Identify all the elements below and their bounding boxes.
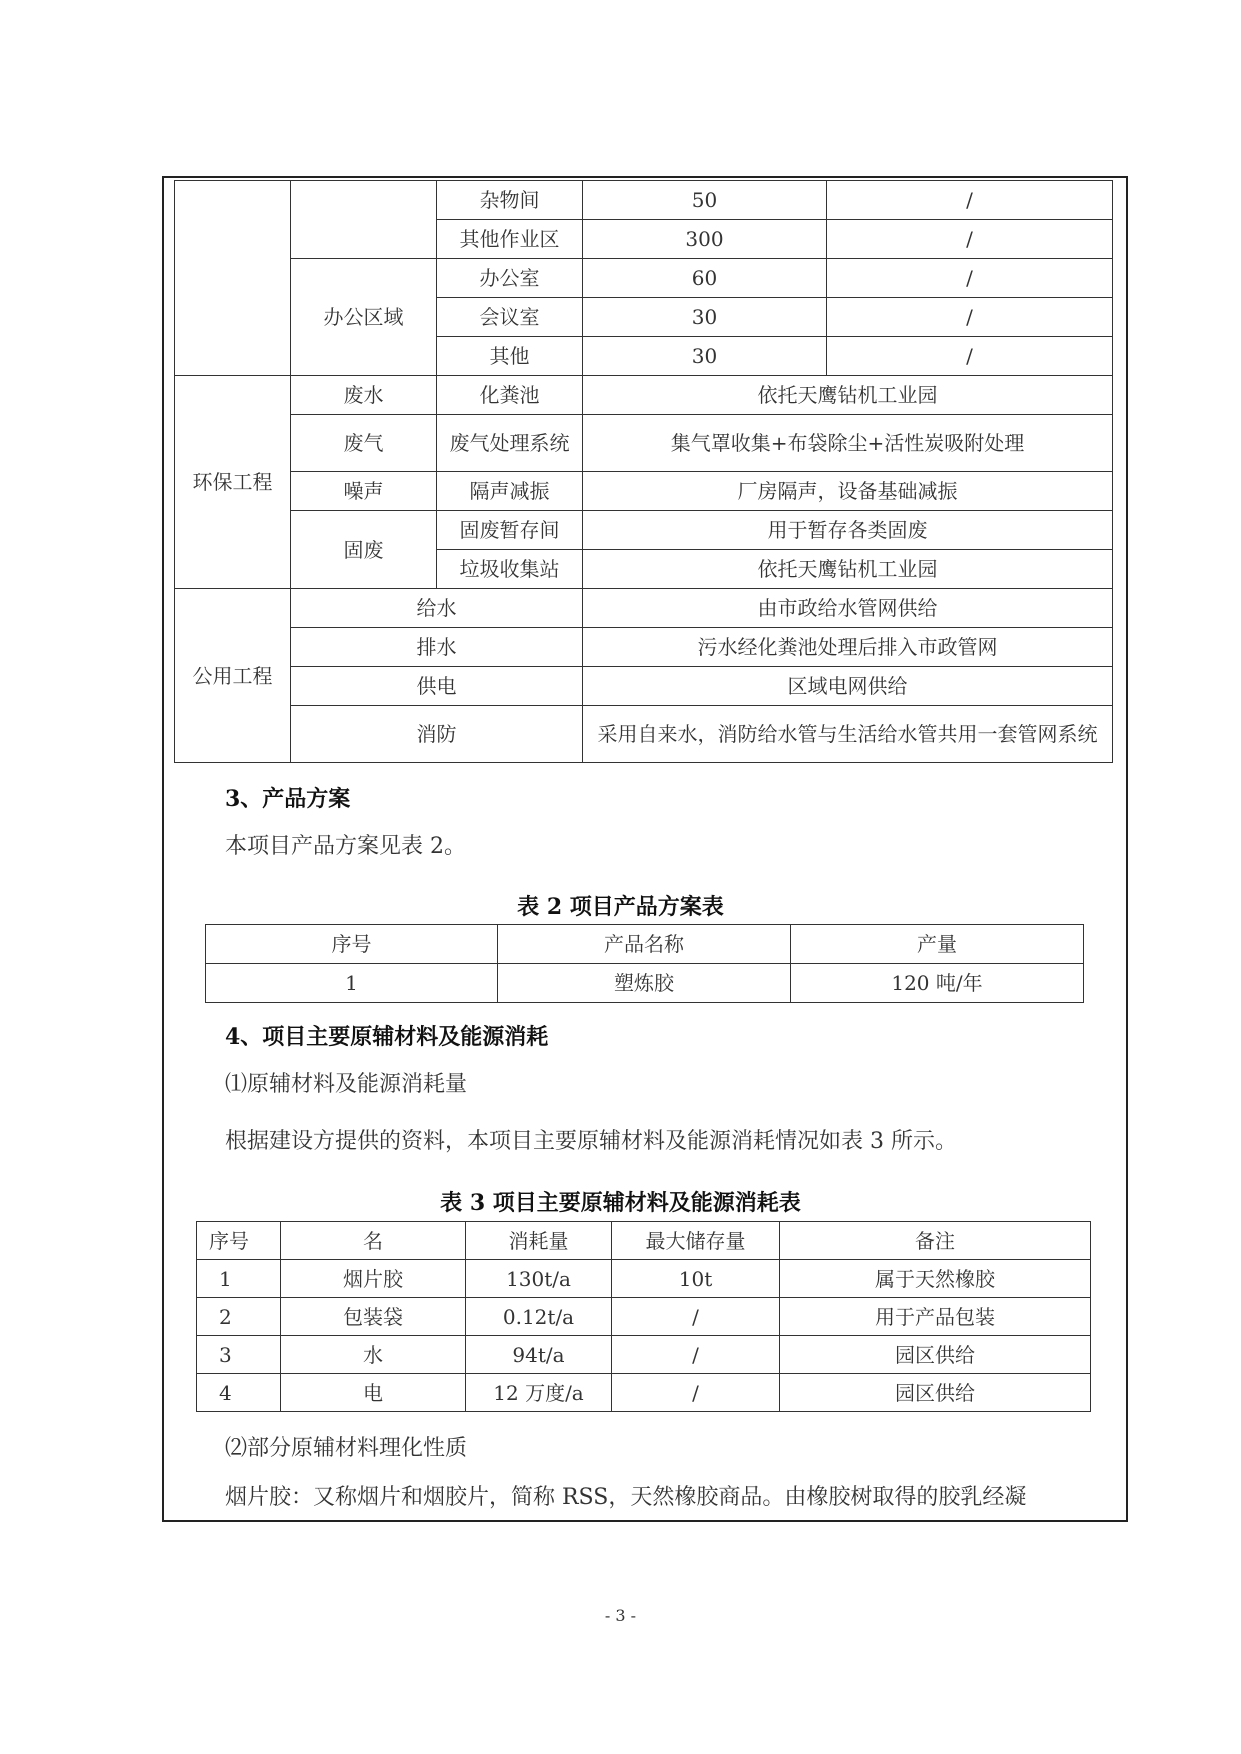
table-row	[175, 415, 1113, 472]
table-header-cell: 备注	[780, 1222, 1091, 1260]
table-cell: 废气处理系统	[437, 415, 583, 472]
table-cell: 烟片胶	[281, 1260, 466, 1298]
table-cell: 12 万度/a	[466, 1374, 612, 1412]
table-row	[175, 472, 1113, 511]
table-cell: 其他作业区	[437, 220, 583, 259]
table-header-cell: 序号	[206, 925, 498, 964]
table-row	[197, 1260, 1091, 1298]
table-cell: 公用工程	[175, 589, 291, 763]
table-cell: 采用自来水，消防给水管与生活给水管共用一套管网系统	[583, 706, 1113, 763]
table-cell: 4	[197, 1374, 281, 1412]
product-table	[205, 924, 1084, 1003]
table-row	[175, 706, 1113, 763]
table-cell: 厂房隔声，设备基础减振	[583, 472, 1113, 511]
table-cell: /	[612, 1298, 780, 1336]
table-cell: 2	[197, 1298, 281, 1336]
table-cell: 用于产品包装	[780, 1298, 1091, 1336]
page-number: - 3 -	[604, 1606, 637, 1625]
table-cell: 供电	[291, 667, 583, 706]
materials-table	[196, 1221, 1091, 1412]
project-composition-table	[174, 180, 1113, 763]
table-header-cell: 消耗量	[466, 1222, 612, 1260]
table-cell: /	[827, 298, 1113, 337]
table-header-row	[197, 1222, 1091, 1260]
table-cell: 环保工程	[175, 376, 291, 589]
table-header-cell: 序号	[197, 1222, 281, 1260]
table-cell: 用于暂存各类固废	[583, 511, 1113, 550]
table-caption: 表 2 项目产品方案表	[517, 894, 724, 920]
table-cell: 50	[583, 181, 827, 220]
table-cell: 园区供给	[780, 1336, 1091, 1374]
table-row	[175, 667, 1113, 706]
table-cell: 60	[583, 259, 827, 298]
table-row	[175, 628, 1113, 667]
table-cell: 电	[281, 1374, 466, 1412]
table-cell: 包装袋	[281, 1298, 466, 1336]
table-cell: /	[827, 181, 1113, 220]
table-header-cell: 产量	[791, 925, 1084, 964]
table-row	[175, 589, 1113, 628]
table-cell: 固废暂存间	[437, 511, 583, 550]
table-row	[175, 511, 1113, 550]
table-row	[197, 1374, 1091, 1412]
table-cell: 依托天鹰钻机工业园	[583, 376, 1113, 415]
table-cell: 其他	[437, 337, 583, 376]
table-header-cell: 产品名称	[498, 925, 791, 964]
table-header-cell: 名	[281, 1222, 466, 1260]
table-cell: 排水	[291, 628, 583, 667]
table-cell: 废气	[291, 415, 437, 472]
table-cell: /	[827, 259, 1113, 298]
table-cell: 94t/a	[466, 1336, 612, 1374]
table-cell: 塑炼胶	[498, 964, 791, 1003]
table-cell: 1	[197, 1260, 281, 1298]
subheading: ⑵部分原辅材料理化性质	[225, 1436, 468, 1461]
table-cell: 120 吨/年	[791, 964, 1084, 1003]
table-row	[175, 259, 1113, 298]
table-cell: 300	[583, 220, 827, 259]
section-heading: 3、产品方案	[225, 786, 351, 812]
table-cell: /	[612, 1374, 780, 1412]
table-cell: 垃圾收集站	[437, 550, 583, 589]
table-cell: 废水	[291, 376, 437, 415]
paragraph: 根据建设方提供的资料，本项目主要原辅材料及能源消耗情况如表 3 所示。	[225, 1129, 957, 1154]
table-row	[206, 964, 1084, 1003]
table-cell: 10t	[612, 1260, 780, 1298]
table-row	[175, 181, 1113, 220]
table-row	[197, 1298, 1091, 1336]
table-cell: 由市政给水管网供给	[583, 589, 1113, 628]
table-cell	[175, 181, 291, 376]
table-cell: 隔声减振	[437, 472, 583, 511]
table-cell: 30	[583, 337, 827, 376]
table-cell: 集气罩收集+布袋除尘+活性炭吸附处理	[583, 415, 1113, 472]
table-cell: /	[827, 220, 1113, 259]
table-cell: 依托天鹰钻机工业园	[583, 550, 1113, 589]
table-cell: 污水经化粪池处理后排入市政管网	[583, 628, 1113, 667]
subheading: ⑴原辅材料及能源消耗量	[225, 1072, 468, 1097]
table-cell: 0.12t/a	[466, 1298, 612, 1336]
table-cell: /	[612, 1336, 780, 1374]
table-cell: 30	[583, 298, 827, 337]
table-cell: 办公室	[437, 259, 583, 298]
table-cell: 属于天然橡胶	[780, 1260, 1091, 1298]
table-row	[197, 1336, 1091, 1374]
table-cell: 3	[197, 1336, 281, 1374]
paragraph: 本项目产品方案见表 2。	[225, 834, 466, 859]
table-cell: 1	[206, 964, 498, 1003]
table-cell: /	[827, 337, 1113, 376]
table-cell: 园区供给	[780, 1374, 1091, 1412]
paragraph: 烟片胶：又称烟片和烟胶片，简称 RSS，天然橡胶商品。由橡胶树取得的胶乳经凝	[225, 1485, 1027, 1510]
table-caption: 表 3 项目主要原辅材料及能源消耗表	[440, 1190, 801, 1216]
table-cell: 杂物间	[437, 181, 583, 220]
table-cell	[291, 181, 437, 259]
table-cell: 水	[281, 1336, 466, 1374]
table-cell: 会议室	[437, 298, 583, 337]
table-cell: 办公区域	[291, 259, 437, 376]
table-cell: 化粪池	[437, 376, 583, 415]
table-header-row	[206, 925, 1084, 964]
table-cell: 噪声	[291, 472, 437, 511]
table-cell: 消防	[291, 706, 583, 763]
table-cell: 给水	[291, 589, 583, 628]
table-cell: 固废	[291, 511, 437, 589]
table-cell: 130t/a	[466, 1260, 612, 1298]
table-header-cell: 最大储存量	[612, 1222, 780, 1260]
section-heading: 4、项目主要原辅材料及能源消耗	[225, 1024, 549, 1050]
table-row	[175, 376, 1113, 415]
table-cell: 区域电网供给	[583, 667, 1113, 706]
